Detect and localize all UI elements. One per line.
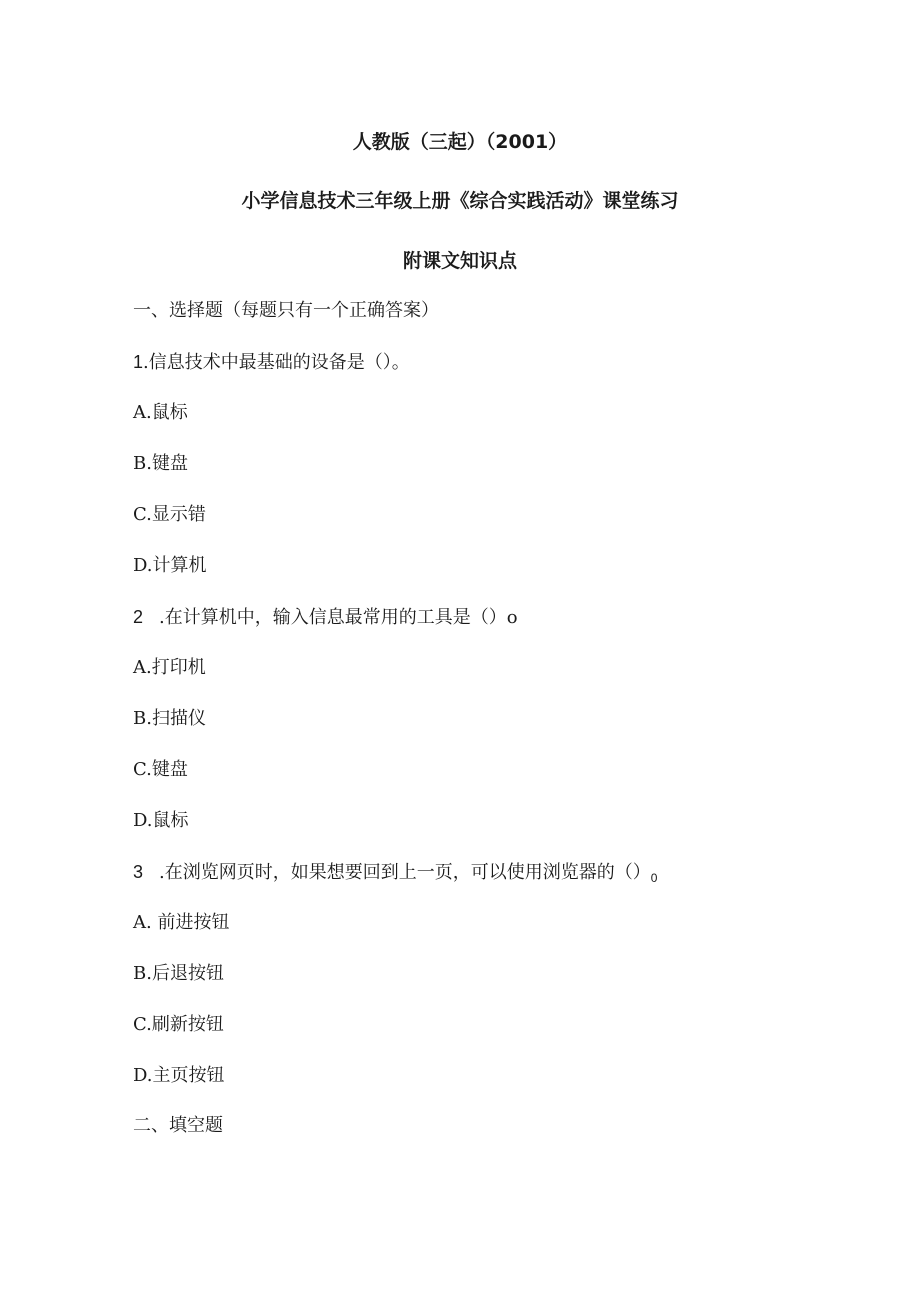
option-3b: B.后退按钮 — [133, 963, 224, 984]
question-number: 2 — [133, 607, 144, 627]
document-title-sub: 附课文知识点 — [402, 250, 517, 272]
question-stem-tail: 0 — [650, 871, 658, 885]
question-stem: .在计算机中，输入信息最常用的工具是（）o — [159, 607, 518, 628]
document-title-publisher: 人教版（三起）（2001） — [352, 131, 568, 153]
section-heading-choice: 一、选择题（每题只有一个正确答案） — [133, 300, 439, 321]
option-1b: B.键盘 — [133, 453, 188, 474]
option-1c: C.显示错 — [133, 504, 206, 525]
option-3c: C.刷新按钮 — [133, 1014, 224, 1035]
question-3 — [133, 860, 657, 890]
question-number: 1 — [133, 352, 144, 372]
option-1a: A.鼠标 — [133, 402, 188, 423]
option-3d: D.主页按钮 — [133, 1065, 225, 1086]
option-2d: D.鼠标 — [133, 810, 189, 831]
question-1 — [133, 350, 410, 375]
document-title-main: 小学信息技术三年级上册《综合实践活动》课堂练习 — [241, 190, 679, 212]
question-stem: .信息技术中最基础的设备是（）。 — [143, 352, 410, 373]
question-stem: .在浏览网页时，如果想要回到上一页，可以使用浏览器的（） — [159, 862, 651, 883]
option-2c: C.键盘 — [133, 759, 188, 780]
question-number: 3 — [133, 862, 144, 882]
option-3a: A. 前进按钮 — [133, 912, 230, 933]
option-2b: B.扫描仪 — [133, 708, 206, 729]
option-2a: A.打印机 — [133, 657, 206, 678]
option-1d: D.计算机 — [133, 555, 207, 576]
question-2 — [133, 605, 518, 630]
section-heading-fill-blank: 二、填空题 — [133, 1115, 223, 1136]
